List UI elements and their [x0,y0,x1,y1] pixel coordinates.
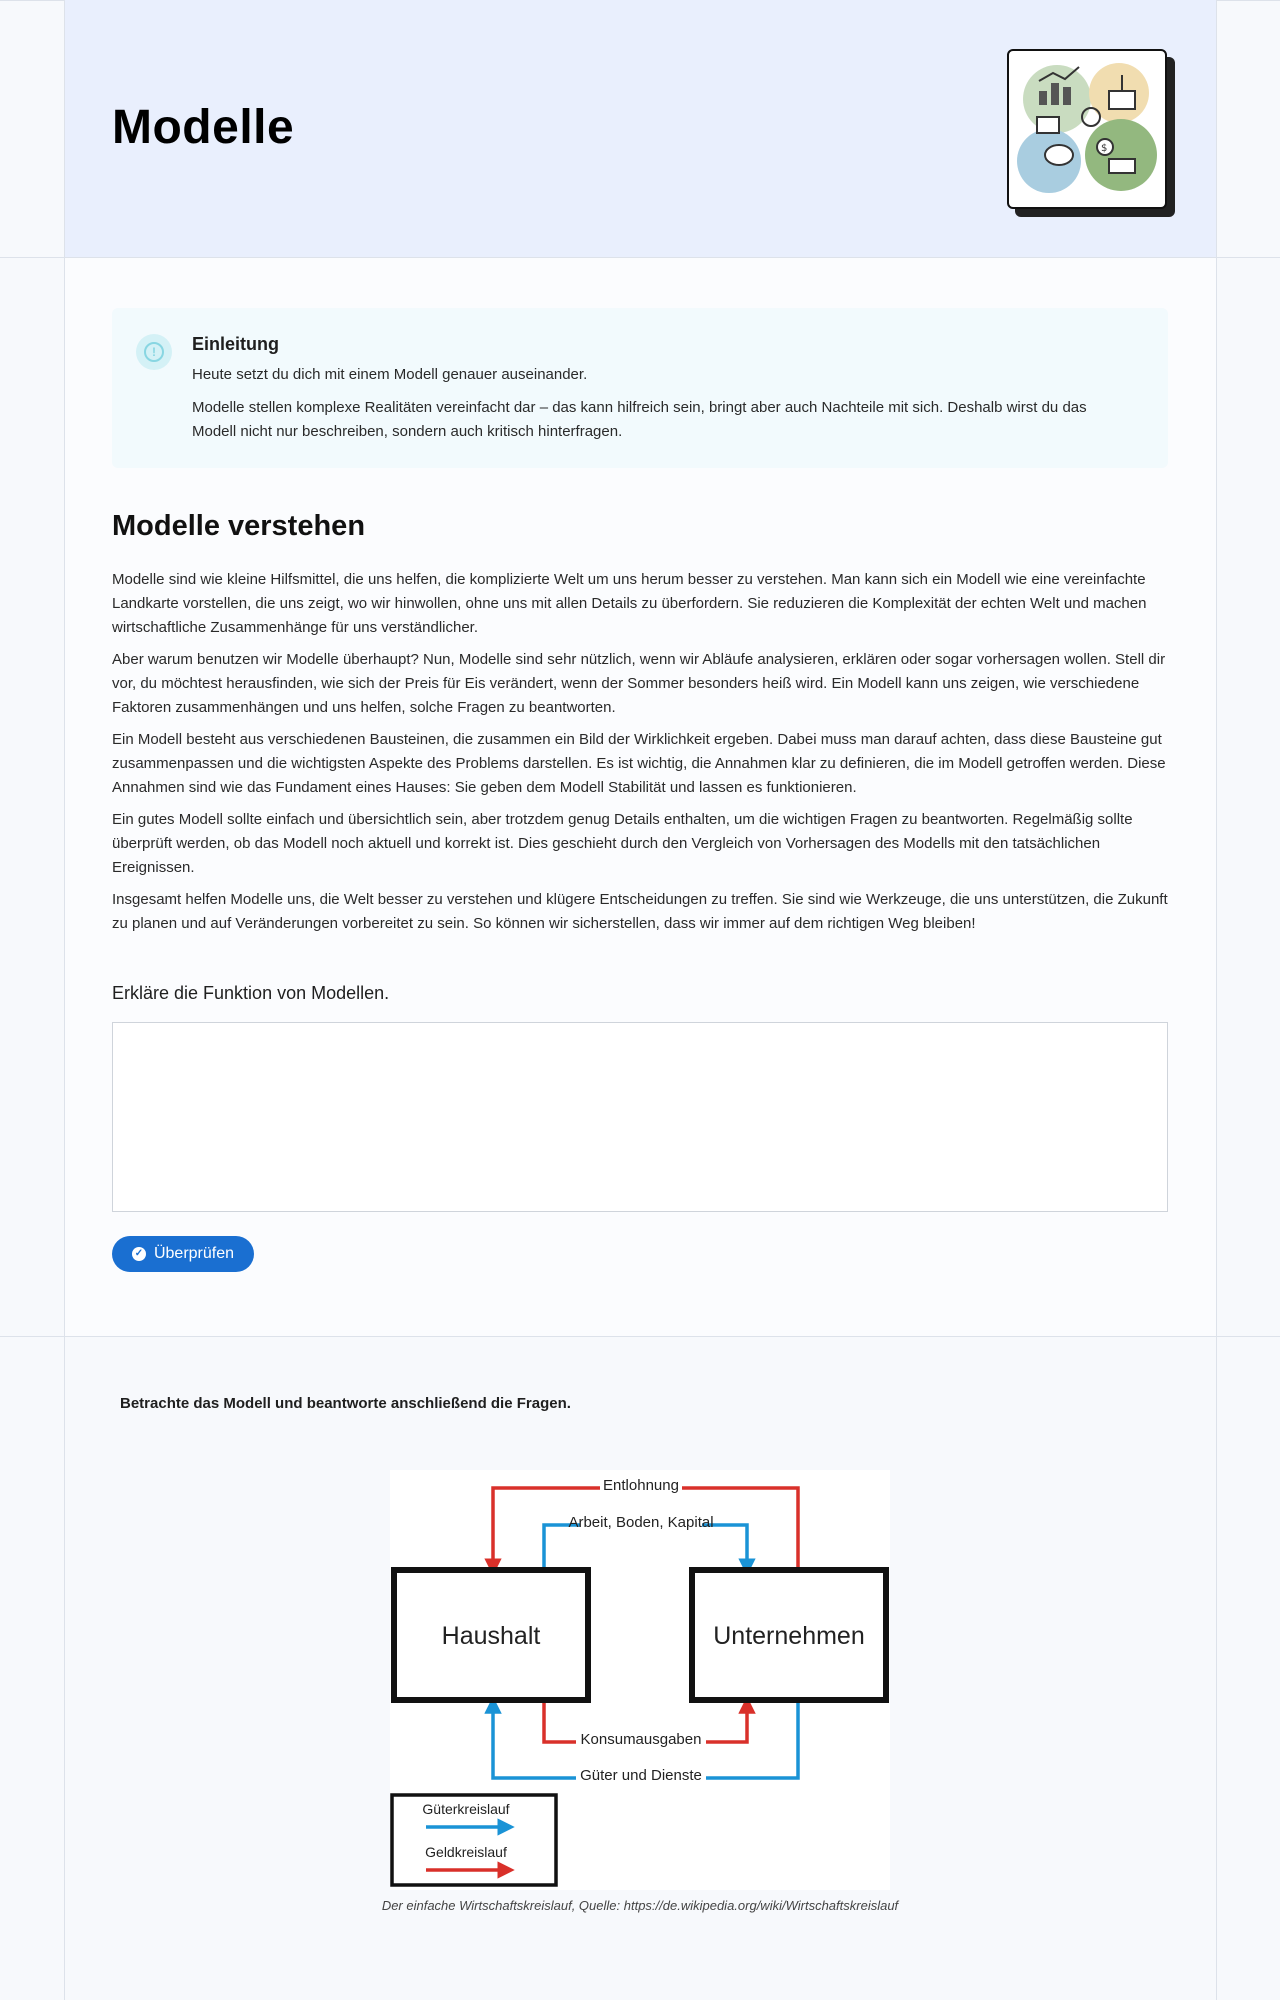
circular-flow-diagram [390,1470,890,1890]
page-title: Modelle [112,101,295,154]
body-text [112,568,1170,944]
label-goods: Güter und Dienste [580,1767,702,1784]
check-button[interactable] [112,1236,254,1272]
question-text: Erkläre die Funktion von Modellen. [112,983,390,1003]
diagram-caption: Der einfache Wirtschaftskreislauf, Quelle: https://de.wikipedia.org/wiki/Wirtschaftskreislauf [381,1898,899,1913]
label-konsum: Konsumausgaben [580,1731,702,1748]
legend-label-goods: Güterkreislauf [422,1801,510,1817]
label-entlohnung: Entlohnung [603,1477,679,1494]
paragraph: Modelle sind wie kleine Hilfsmittel, die uns helfen, die komplizierte Welt um uns herum besser zu verstehen. Man kann sich ein Modell wie eine vereinfachte Landkarte vorstellen, die uns zeigt, wo wir hinwollen, ohne uns mit allen Details zu überfordern. Sie reduzieren die Komplexität der echten Welt und machen wirtschaftliche Zusammenhänge für uns verständlicher. [112,571,1147,636]
info-icon: ! [136,334,172,370]
section-title: Modelle verstehen [112,510,366,542]
intro-box [112,308,1168,468]
instruction-text: Betrachte das Modell und beantworte anschließend die Fragen. [120,1395,571,1412]
svg-text:$: $ [1101,143,1108,154]
check-button-label: Überprüfen [153,1245,235,1262]
intro-paragraph: Modelle stellen komplexe Realitäten vereinfacht dar – das kann hilfreich sein, bringt aber auch Nachteile mit sich. Deshalb wirst du das Modell nicht nur beschreiben, sondern auch kritisch hinterfragen. [192,399,1087,440]
paragraph: Ein gutes Modell sollte einfach und übersichtlich sein, aber trotzdem genug Details enthalten, um die wichtigen Fragen zu beantworten. Regelmäßig sollte überprüft werden, ob das Modell noch aktuell und korrekt ist. Dies geschieht durch den Vergleich von Vorhersagen des Modells mit den tatsächlichen Ereignissen. [112,811,1133,876]
paragraph: Ein Modell besteht aus verschiedenen Bausteinen, die zusammen ein Bild der Wirklichkeit ergeben. Dabei muss man darauf achten, dass diese Bausteine gut zusammenpassen und die wichtigsten Aspekte des Problems darstellen. Es ist wichtig, die Annahmen klar zu definieren, die im Modell getroffen werden. Diese Annahmen sind wie das Fundament eines Hauses: Sie geben dem Modell Stabilität und lassen es funktionieren. [112,731,1166,796]
node-haushalt-label: Haushalt [441,1622,541,1650]
legend-label-money: Geldkreislauf [425,1844,507,1860]
answer-textarea[interactable] [112,1022,1168,1212]
grid-line-right [1216,0,1217,2000]
check-circle-icon: ✓ [132,1247,146,1261]
economics-illustration-icon [1007,49,1167,209]
intro-paragraph: Heute setzt du dich mit einem Modell genauer auseinander. [192,366,588,383]
paragraph: Aber warum benutzen wir Modelle überhaupt? Nun, Modelle sind sehr nützlich, wenn wir Abläufe analysieren, erklären oder sogar vorhersagen wollen. Stell dir vor, du möchtest herausfinden, wie sich der Preis für Eis verändert, wenn der Sommer besonders heiß wird. Ein Modell kann uns zeigen, wie verschiedene Faktoren zusammenhängen und uns helfen, solche Fragen zu beantworten. [112,651,1166,716]
intro-title: Einleitung [192,334,279,354]
label-factors: Arbeit, Boden, Kapital [568,1514,714,1531]
node-unternehmen-label: Unternehmen [713,1622,865,1650]
flow-line-factors [544,1525,747,1570]
paragraph: Insgesamt helfen Modelle uns, die Welt besser zu verstehen und klügere Entscheidungen zu treffen. Sie sind wie Werkzeuge, die uns unterstützen, die Zukunft zu planen und auf Veränderungen vorbereitet zu sein. So können wir sicherstellen, dass wir immer auf dem richtigen Weg bleiben! [112,891,1168,932]
